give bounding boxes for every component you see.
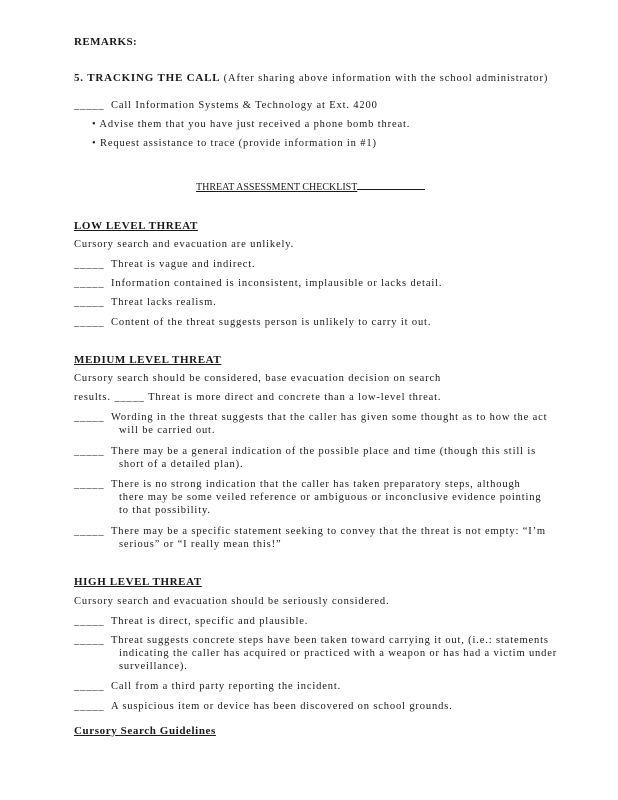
medium-threat-intro-line1: Cursory search should be considered, base evacuation decision on search xyxy=(74,373,442,384)
item-line: short of a detailed plan). xyxy=(119,459,244,470)
low-threat-item-text: Content of the threat suggests person is unlikely to carry it out. xyxy=(111,317,432,328)
item-line: There may be a general indication of the possible place and time (though this still is xyxy=(111,446,537,457)
checkbox-blank[interactable]: _____ xyxy=(74,616,105,627)
item-line: Threat suggests concrete steps have been taken toward carrying it out, (i.e.: statements xyxy=(111,635,549,646)
medium-threat-item-text xyxy=(111,478,542,517)
tracking-section-heading xyxy=(74,72,548,84)
checklist-title xyxy=(196,180,425,193)
item-line: there may be some veiled reference or ambiguous or inconclusive evidence pointing xyxy=(119,492,542,503)
high-threat-item-text xyxy=(111,634,557,673)
tracking-bullet-advise: • Advise them that you have just received a phone bomb threat. xyxy=(92,119,411,130)
checkbox-blank[interactable]: _____ xyxy=(74,259,105,270)
item-line: will be carried out. xyxy=(119,425,216,436)
medium-threat-heading: MEDIUM LEVEL THREAT xyxy=(74,354,222,366)
checklist-title-text: THREAT ASSESSMENT CHECKLIST xyxy=(196,182,358,193)
checkbox-blank[interactable]: _____ xyxy=(74,412,105,423)
checkbox-blank[interactable]: _____ xyxy=(74,479,105,490)
item-line: There may be a specific statement seeking to convey that the threat is not empty: “I’m xyxy=(111,526,546,537)
item-line: serious” or “I really mean this!” xyxy=(119,539,282,550)
item-line: surveillance). xyxy=(119,661,188,672)
checkbox-blank[interactable]: _____ xyxy=(74,297,105,308)
remarks-label: REMARKS: xyxy=(74,36,138,48)
tracking-description: (After sharing above information with the school administrator) xyxy=(223,73,549,84)
medium-threat-intro-line2: results. _____ Threat is more direct and concrete than a low-level threat. xyxy=(74,392,442,403)
low-threat-item-text: Information contained is inconsistent, implausible or lacks detail. xyxy=(111,278,443,289)
high-threat-item-text: Threat is direct, specific and plausible. xyxy=(111,616,309,627)
checkbox-blank[interactable]: _____ xyxy=(74,701,105,712)
low-threat-item-text: Threat lacks realism. xyxy=(111,297,217,308)
high-threat-item-text: A suspicious item or device has been discovered on school grounds. xyxy=(111,701,453,712)
low-threat-intro: Cursory search and evacuation are unlikely. xyxy=(74,239,295,250)
high-threat-intro: Cursory search and evacuation should be seriously considered. xyxy=(74,596,390,607)
low-threat-item-text: Threat is vague and indirect. xyxy=(111,259,256,270)
checkbox-blank[interactable]: _____ xyxy=(74,100,105,111)
item-line: There is no strong indication that the caller has taken preparatory steps, although xyxy=(111,479,521,490)
checkbox-blank[interactable]: _____ xyxy=(74,635,105,646)
item-line: indicating the caller has acquired or practiced with a weapon or has had a victim under xyxy=(119,648,558,659)
search-guidelines-heading: Cursory Search Guidelines xyxy=(74,725,216,737)
tracking-bullet-trace: • Request assistance to trace (provide information in #1) xyxy=(92,138,377,149)
low-threat-heading: LOW LEVEL THREAT xyxy=(74,220,198,232)
call-instruction: Call Information Systems & Technology at Ext. 4200 xyxy=(111,100,378,111)
item-line: to that possibility. xyxy=(119,505,211,516)
checkbox-blank[interactable]: _____ xyxy=(74,681,105,692)
medium-threat-item-text xyxy=(111,445,536,471)
medium-threat-item-text xyxy=(111,411,547,437)
checkbox-blank[interactable]: _____ xyxy=(74,526,105,537)
checkbox-blank[interactable]: _____ xyxy=(74,278,105,289)
checkbox-blank[interactable]: _____ xyxy=(74,317,105,328)
item-line: Wording in the threat suggests that the caller has given some thought as to how the act xyxy=(111,412,548,423)
medium-threat-item-text xyxy=(111,525,546,551)
high-threat-item-text: Call from a third party reporting the incident. xyxy=(111,681,342,692)
tracking-heading: 5. TRACKING THE CALL xyxy=(74,72,221,84)
title-underline-tail xyxy=(357,180,425,190)
checkbox-blank[interactable]: _____ xyxy=(74,446,105,457)
high-threat-heading: HIGH LEVEL THREAT xyxy=(74,576,202,588)
